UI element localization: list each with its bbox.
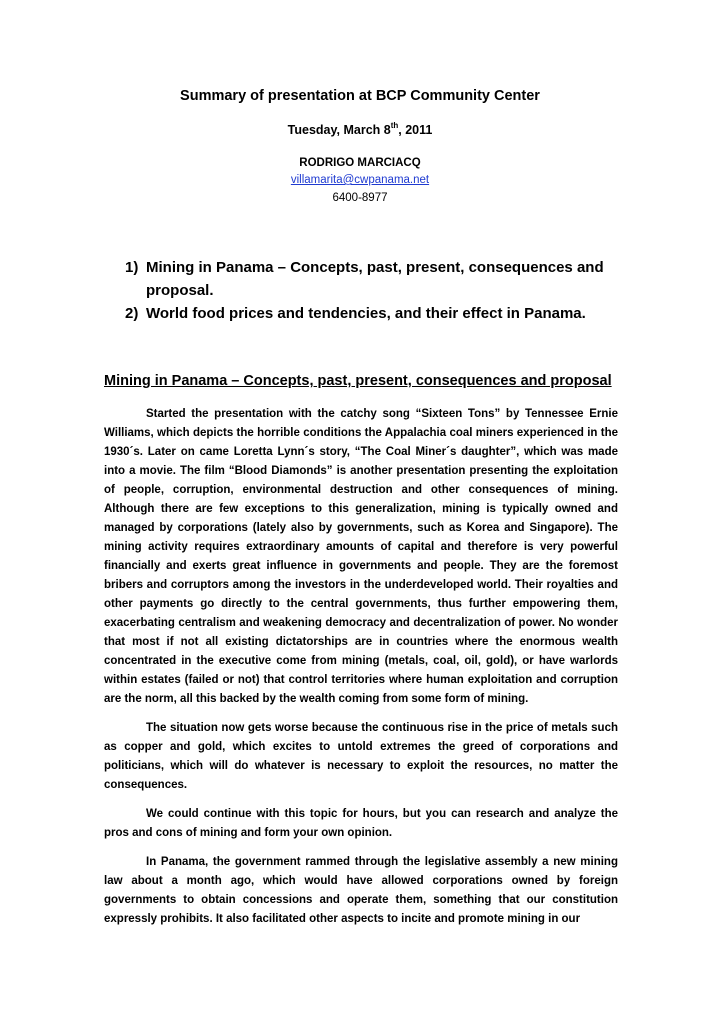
body-paragraph: The situation now gets worse because the continuous rise in the price of metals such as copper and gold, which excites to untold extremes the greed of corporations and politicians, which will do whatever is necessary to exploit the resources, no matter the consequences. xyxy=(104,722,618,791)
agenda-item xyxy=(125,256,645,302)
agenda-item-text: World food prices and tendencies, and their effect in Panama. xyxy=(146,305,586,322)
author-email xyxy=(0,174,720,186)
body-paragraph: In Panama, the government rammed through the legislative assembly a new mining law about a month ago, which would have allowed corporations owned by foreign governments to obtain concessions and operate them, something that our constitution expressly prohibits. It also facilitated other aspects to incite and promote mining in our xyxy=(104,856,618,925)
document-title: Summary of presentation at BCP Community Center xyxy=(180,88,540,104)
presentation-date xyxy=(0,122,720,137)
author-phone: 6400-8977 xyxy=(332,192,388,204)
agenda-item-number: 1) xyxy=(125,259,139,276)
date-ordinal: th xyxy=(390,121,399,130)
agenda-item-text: Mining in Panama – Concepts, past, present, consequences and proposal. xyxy=(146,259,604,299)
agenda-list xyxy=(125,256,645,325)
author-name: RODRIGO MARCIACQ xyxy=(299,157,421,169)
agenda-item xyxy=(125,302,645,325)
agenda-item-number: 2) xyxy=(125,305,139,322)
date-year: , 2011 xyxy=(398,123,433,138)
body-paragraph: We could continue with this topic for hours, but you can research and analyze the pros and cons of mining and form your own opinion. xyxy=(104,808,618,839)
email-link[interactable]: villamarita@cwpanama.net xyxy=(290,174,430,186)
section-body xyxy=(104,405,618,939)
body-paragraph: Started the presentation with the catchy song “Sixteen Tons” by Tennessee Ernie Williams, which depicts the horrible conditions the Appalachia coal miners experienced in the 1930´s. Later on came Loretta Lynn´s story, “The Coal Miner´s daughter”, which was made into a movie. The film “Blood Diamonds” is another presentation presenting the exploitation of people, corruption, environmental destruction and other consequences of mining. Although there are few exceptions to this generalization, mining is typically owned and managed by corporations (lately also by governments, such as Korea and Singapore). The mining activity requires extraordinary amounts of capital and therefore is very powerful financially and exerts great influence in governments and people. They are the foremost bribers and corruptors among the investors in the underdeveloped world. Their royalties and other payments go directly to the central governments, thus further empowering them, exacerbating centralism and weakening democracy and decentralization of power. No wonder that most if not all existing dictatorships are in countries where the enormous wealth concentrated in the executive come from mining (metals, coal, oil, gold), or have warlords within estates (failed or not) that control territories where human exploitation and corruption are the norm, all this backed by the wealth coming from some form of mining. xyxy=(104,408,618,705)
section-heading: Mining in Panama – Concepts, past, present, consequences and proposal xyxy=(104,373,612,389)
date-main: Tuesday, March 8 xyxy=(287,123,391,138)
